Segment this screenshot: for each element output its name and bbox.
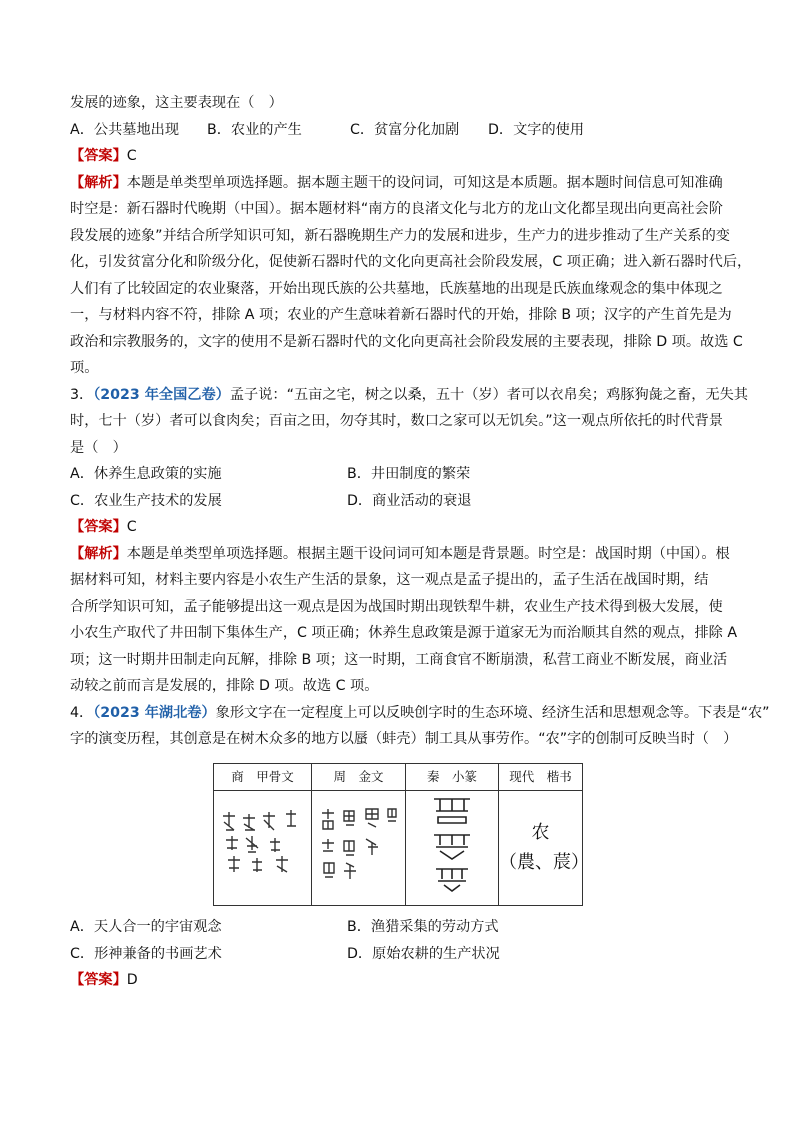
table-header-bronze: 周 金文 xyxy=(312,763,406,791)
answer-label: 【答案】 xyxy=(70,148,127,164)
q2-analysis-6: 一，与材料内容不符，排除 A 项；农业的产生意味着新石器时代的开始，排除 B 项；汉字的产生首先是为 xyxy=(70,307,732,323)
q3-stem-2: 时，七十（岁）者可以食肉矣；百亩之田，勿夺其时，数口之家可以无饥矣。”这一观点所依托的时代背景 xyxy=(70,413,723,429)
q4-number: 4． xyxy=(70,704,94,721)
q3-analysis-5: 项；这一时期井田制走向瓦解，排除 B 项；这一时期，工商食官不断崩溃，私营工商业不断发展，商业活 xyxy=(70,651,728,668)
q2-analysis-7: 政治和宗教服务的，文字的使用不是新石器时代的文化向更高社会阶段发展的主要表现，排除 D 项。故选 C xyxy=(70,333,743,350)
q3-analysis-1: 【解析】本题是单类型单项选择题。根据主题干设问词可知本题是背景题。时空是：战国时期（中国）。根 xyxy=(70,545,730,562)
answer-label: 【答案】 xyxy=(70,519,127,535)
q4-options-row-2 xyxy=(70,941,730,968)
bronze-glyphs-icon xyxy=(316,803,402,883)
q4-source: （2023 年湖北卷） xyxy=(93,704,216,721)
analysis-label: 【解析】 xyxy=(70,545,127,562)
q2-stem: 发展的迹象，这主要表现在（ ） xyxy=(70,95,283,111)
q2-option-d: D．文字的使用 xyxy=(488,121,585,138)
q2-analysis-2: 时空是：新石器时代晚期（中国）。据本题材料“南方的良渚文化与北方的龙山文化都呈现出向更高社会阶 xyxy=(70,201,723,217)
q4-stem-2: 字的演变历程，其创意是在树木众多的地方以蜃（蚌壳）制工具从事劳作。“农”字的创制可反映当时（ ） xyxy=(70,731,738,747)
q4-option-a: A．天人合一的宇宙观念 xyxy=(70,919,222,935)
q3-analysis-4: 小农生产取代了井田制下集体生产，C 项正确；休养生息政策是源于道家无为而治顺其自然的观点，排除 A xyxy=(70,625,738,641)
q3-analysis-3: 合所学知识可知，孟子能够提出这一观点是因为战国时期出现铁犁牛耕，农业生产技术得到极大发展，使 xyxy=(70,598,723,615)
q3-answer-value: C xyxy=(126,519,137,535)
q4-option-b: B．渔猎采集的劳动方式 xyxy=(347,919,499,935)
q3-option-b: B．井田制度的繁荣 xyxy=(347,466,471,482)
q3-answer xyxy=(70,514,730,541)
answer-label: 【答案】 xyxy=(70,972,127,988)
q3-stem-3: 是（ ） xyxy=(70,439,127,456)
q3-source: （2023 年全国乙卷） xyxy=(93,386,230,403)
q2-options xyxy=(70,117,730,144)
q3-option-d: D．商业活动的衰退 xyxy=(347,492,472,509)
q4-option-d: D．原始农耕的生产状况 xyxy=(347,945,500,962)
q3-option-c: C．农业生产技术的发展 xyxy=(70,492,222,509)
regular-script-variants: （農、莀） xyxy=(499,852,589,873)
document-page xyxy=(70,90,770,994)
table-header-seal: 秦 小篆 xyxy=(406,763,499,791)
q2-option-a: A．公共墓地出现 xyxy=(70,121,180,138)
q4-options-row-1 xyxy=(70,914,730,941)
character-evolution-table xyxy=(213,763,589,907)
q2-analysis-8: 项。 xyxy=(70,360,99,376)
seal-script-glyphs-icon xyxy=(422,793,482,893)
q2-analysis-3: 段发展的迹象”并结合所学知识可知，新石器晚期生产力的发展和进步，生产力的进步推动了生产关系的变 xyxy=(70,227,730,244)
seal-script-glyphs-icon xyxy=(406,791,499,906)
q2-analysis-1: 【解析】本题是单类型单项选择题。据本题主题干的设问词，可知这是本质题。据本题时间信息可知准确 xyxy=(70,174,723,191)
q2-analysis-4: 化，引发贫富分化和阶级分化，促使新石器时代的文化向更高社会阶段发展，C 项正确；进入新石器时代后， xyxy=(70,254,752,270)
q2-answer xyxy=(70,143,730,170)
bronze-glyphs-icon xyxy=(312,791,406,906)
q3-options-row-2 xyxy=(70,488,730,515)
q3-option-a: A．休养生息政策的实施 xyxy=(70,466,222,482)
oracle-bone-glyphs-icon xyxy=(218,808,308,878)
q3-stem-1: 3．（2023 年全国乙卷）孟子说：“五亩之宅，树之以桑，五十（岁）者可以衣帛矣；鸡豚狗彘之畜，无失其 xyxy=(70,386,748,403)
q3-analysis-2: 据材料可知，材料主要内容是小农生产生活的景象，这一观点是孟子提出的，孟子生活在战国时期，结 xyxy=(70,572,709,588)
regular-script-character: 农 xyxy=(531,822,550,843)
q2-analysis-5: 人们有了比较固定的农业聚落，开始出现氏族的公共墓地，氏族墓地的出现是氏族血缘观念的集中体现之 xyxy=(70,280,723,297)
oracle-bone-glyphs-icon xyxy=(214,791,312,906)
q4-option-c: C．形神兼备的书画艺术 xyxy=(70,945,222,962)
q4-answer-value: D xyxy=(126,972,138,988)
table-header-oracle: 商 甲骨文 xyxy=(214,763,312,791)
regular-script-cell xyxy=(499,791,589,906)
q3-options-row-1 xyxy=(70,461,730,488)
analysis-label: 【解析】 xyxy=(70,174,127,191)
q4-stem-1: 4．（2023 年湖北卷）象形文字在一定程度上可以反映创字时的生态环境、经济生活和思想观念等。下表是“农” xyxy=(70,704,770,721)
q4-answer xyxy=(70,967,730,994)
q2-option-b: B．农业的产生 xyxy=(207,121,302,138)
q3-number: 3． xyxy=(70,386,94,403)
q2-option-c: C．贫富分化加剧 xyxy=(350,121,460,138)
q3-analysis-6: 动较之前而言是发展的，排除 D 项。故选 C 项。 xyxy=(70,678,379,694)
q2-answer-value: C xyxy=(126,148,137,164)
table-header-regular: 现代 楷书 xyxy=(499,763,583,791)
